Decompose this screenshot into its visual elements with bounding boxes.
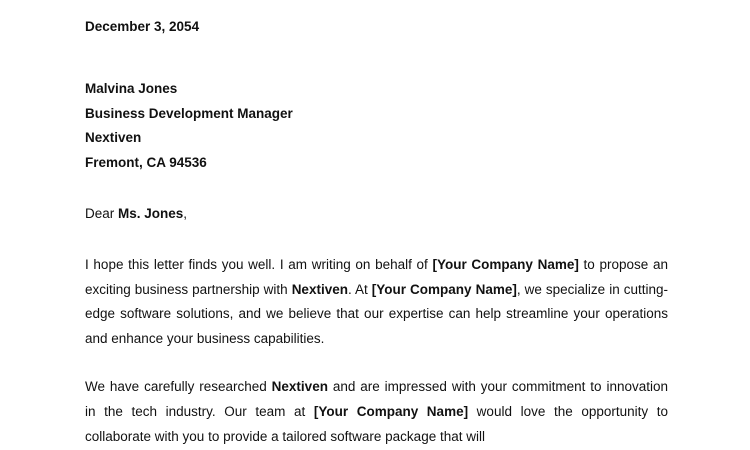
paragraph-2-text: We have carefully researched	[85, 379, 272, 395]
salutation-punctuation: ,	[183, 206, 188, 221]
recipient-company: Nextiven	[85, 130, 142, 145]
company-placeholder: [Your Company Name]	[371, 281, 517, 297]
salutation-greeting: Dear	[85, 206, 119, 221]
recipient-city-state-zip: Fremont, CA 94536	[85, 154, 207, 170]
salutation	[85, 203, 668, 225]
recipient-company-mention: Nextiven	[291, 281, 348, 297]
paragraph-2-text: and are impressed with your commitment to innovation in the tech industry. Our team at	[85, 379, 669, 419]
paragraph-2	[85, 375, 668, 449]
letter-date: December 3, 2054	[85, 19, 200, 34]
paragraph-1	[85, 253, 668, 351]
paragraph-1-text: I hope this letter finds you well. I am writing on behalf of	[85, 257, 433, 272]
letter-body	[85, 16, 668, 449]
paragraph-1-text: to propose an exciting business partnership with	[85, 257, 668, 297]
company-placeholder: [Your Company Name]	[432, 257, 579, 272]
paragraph-2-text: would love the opportunity to collaborate with you to provide a tailored software package that will	[85, 403, 668, 444]
recipient-address-block	[85, 77, 668, 175]
recipient-company-mention: Nextiven	[271, 379, 328, 395]
paragraph-1-text: , we specialize in cutting-edge software solutions, and we believe that our expertise can help streamline your operations and enhance your business capabilities.	[85, 281, 668, 346]
recipient-name: Malvina Jones	[85, 81, 178, 96]
company-placeholder: [Your Company Name]	[313, 403, 469, 419]
salutation-name: Ms. Jones	[118, 206, 184, 221]
paragraph-1-text: . At	[347, 281, 372, 297]
recipient-title: Business Development Manager	[85, 105, 293, 121]
